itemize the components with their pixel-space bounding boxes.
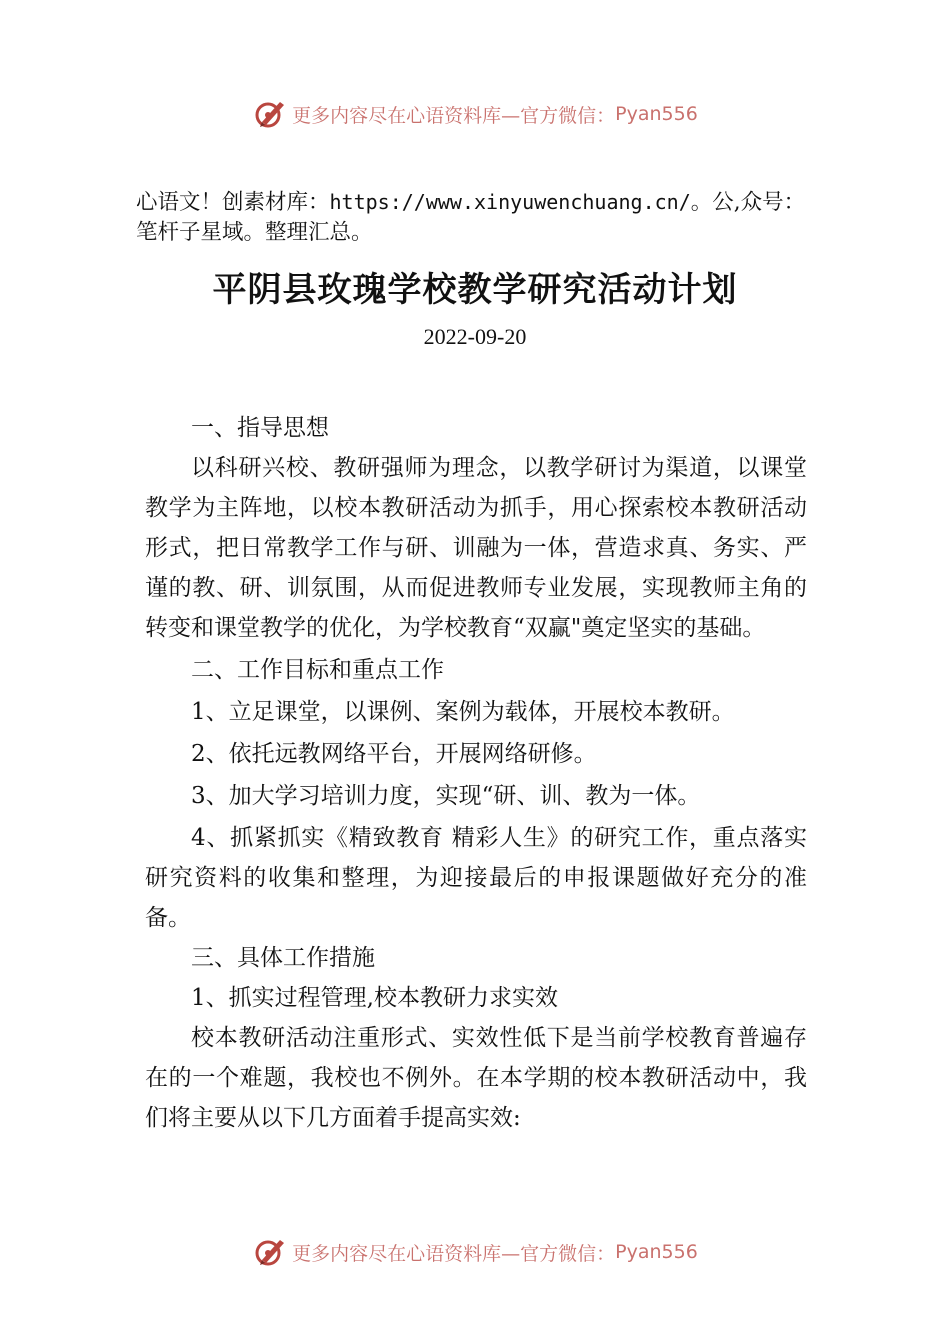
- pen-logo-icon: [252, 1234, 288, 1270]
- document-body: [145, 408, 807, 1138]
- source-note-prefix: 心语文！创素材库：: [136, 190, 330, 215]
- section-heading-goals: 二、工作目标和重点工作: [191, 657, 444, 683]
- source-note-suffix: 。公,众号：笔杆子星域。整理汇总。: [136, 190, 806, 245]
- list-item-goal-4: 4、抓紧抓实《精致教育 精彩人生》的研究工作，重点落实研究资料的收集和整理，为迎接最后的申报课题做好充分的准备。: [145, 825, 807, 931]
- list-item-goal-3: 3、加大学习培训力度，实现“研、训、教为一体。: [191, 783, 701, 809]
- source-note: [136, 187, 826, 248]
- source-url-link[interactable]: https://www.xinyuwenchuang.cn/: [329, 190, 691, 214]
- header-banner-text: 更多内容尽在心语资料库—官方微信：: [292, 104, 616, 127]
- header-banner: [0, 94, 950, 134]
- pen-logo-icon: [252, 96, 288, 132]
- paragraph-guiding-ideology: 以科研兴校、教研强师为理念，以教学研讨为渠道，以课堂教学为主阵地，以校本教研活动为抓手，用心探索校本教研活动形式，把日常教学工作与研、训融为一体，营造求真、务实、严谨的教、研、训氛围，从而促进教师专业发展，实现教师主角的转变和课堂教学的优化，为学校教育“双赢"奠定坚实的基础。: [145, 455, 807, 641]
- paragraph-process-management: 校本教研活动注重形式、实效性低下是当前学校教育普遍存在的一个难题，我校也不例外。在本学期的校本教研活动中，我们将主要从以下几方面着手提高实效:: [145, 1025, 807, 1131]
- section-heading-measures: 三、具体工作措施: [191, 945, 375, 971]
- list-item-goal-2: 2、依托远教网络平台，开展网络研修。: [191, 741, 597, 767]
- subheading-process-management: 1、抓实过程管理,校本教研力求实效: [191, 985, 558, 1011]
- document-title: 平阴县玫瑰学校教学研究活动计划: [212, 270, 738, 310]
- footer-banner-text: 更多内容尽在心语资料库—官方微信：: [292, 1242, 616, 1265]
- header-banner-wechat-id: Pyan556: [615, 103, 698, 125]
- section-heading-guiding-ideology: 一、指导思想: [191, 415, 329, 441]
- footer-banner: [0, 1232, 950, 1272]
- footer-banner-wechat-id: Pyan556: [615, 1241, 698, 1263]
- document-date: 2022-09-20: [423, 324, 527, 349]
- list-item-goal-1: 1、立足课堂，以课例、案例为载体，开展校本教研。: [191, 699, 735, 725]
